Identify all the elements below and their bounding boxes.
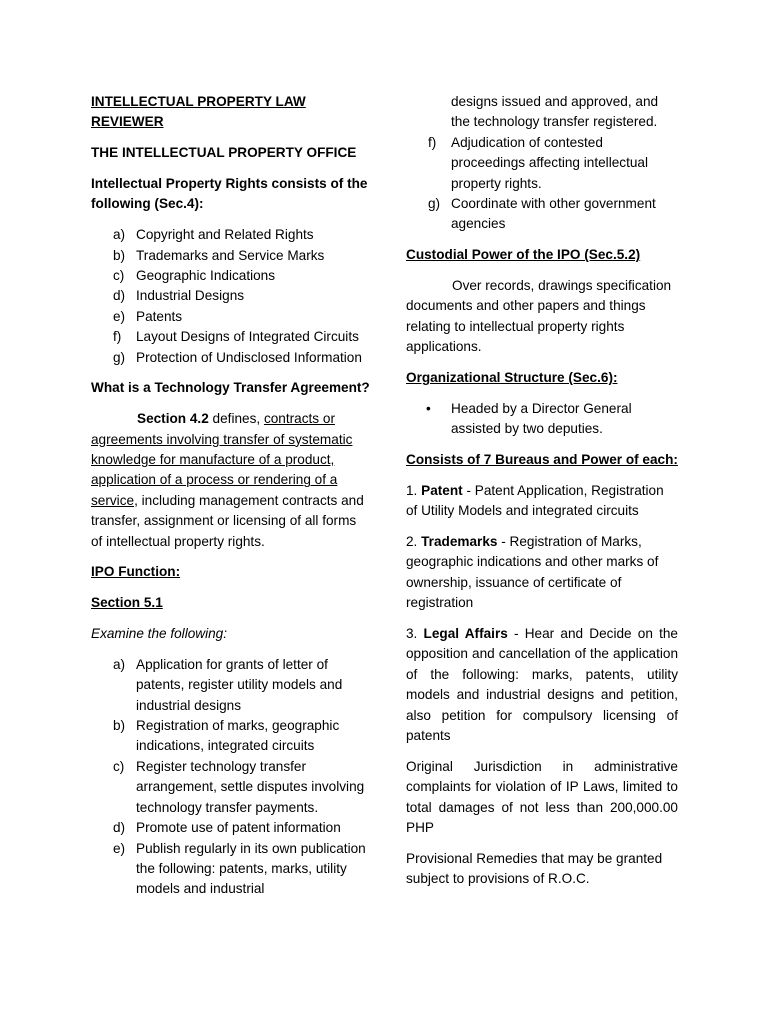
- list-item: d) Promote use of patent information: [113, 820, 341, 836]
- list-item: d) Industrial Designs: [113, 288, 245, 304]
- list-item: c) Geographic Indications: [113, 268, 276, 284]
- tta-definition: Section 4.2 defines, contracts or agreements involving transfer of systematic knowledge for manufacture of a product, application of a process or rendering of a service, including management contracts and transfer, assignment or licensing of all forms of intellectual property rights.: [91, 411, 364, 549]
- provisional-remedies: Provisional Remedies that may be granted subject to provisions of R.O.C.: [406, 850, 663, 887]
- section-51-heading: Section 5.1: [91, 595, 163, 611]
- bullet-icon: •: [426, 400, 431, 416]
- tta-question: What is a Technology Transfer Agreement?: [91, 380, 370, 396]
- examine-intro: Examine the following:: [91, 626, 228, 642]
- list-item: b) Registration of marks, geographic indications, integrated circuits: [113, 718, 340, 754]
- list-item: b) Trademarks and Service Marks: [113, 247, 325, 263]
- list-item: c) Register technology transfer arrangement, settle disputes involving technology transfer payments.: [113, 758, 365, 815]
- list-item: a) Application for grants of letter of patents, register utility models and industrial designs: [113, 656, 343, 713]
- bureaus-heading: Consists of 7 Bureaus and Power of each:: [406, 452, 678, 468]
- list-item: g) Protection of Undisclosed Information: [113, 349, 362, 365]
- bureau-patent: 1. Patent - Patent Application, Registration of Utility Models and integrated circuits: [406, 482, 664, 519]
- rights-list: [91, 225, 371, 368]
- right-column: [406, 92, 678, 900]
- bureau-legal-affairs: 3. Legal Affairs - Hear and Decide on the opposition and cancellation of the application of the following: marks, patents, utility models and industrial designs and petition, also petition for compulsory licensing of patents: [406, 626, 678, 744]
- list-item: a) Copyright and Related Rights: [113, 227, 314, 243]
- functions-list: [91, 655, 371, 900]
- ipo-function-heading: IPO Function:: [91, 564, 181, 580]
- list-item: f) Layout Designs of Integrated Circuits: [113, 329, 359, 345]
- original-jurisdiction: Original Jurisdiction in administrative complaints for violation of IP Laws, limited to total damages of not less than 200,000.00 PHP: [406, 758, 678, 836]
- list-item-continuation: designs issued and approved, and the technology transfer registered.: [451, 94, 659, 130]
- custodial-text: Over records, drawings specification documents and other papers and things relating to intellectual property rights applications.: [406, 278, 672, 355]
- list-item: g) Coordinate with other government agencies: [428, 196, 656, 232]
- rights-intro: Intellectual Property Rights consists of the following (Sec.4):: [91, 176, 368, 212]
- list-item: e) Patents: [113, 308, 183, 324]
- org-structure-heading: Organizational Structure (Sec.6):: [406, 370, 618, 386]
- org-structure-list: [406, 399, 678, 440]
- left-column: [91, 92, 371, 910]
- list-item: f) Adjudication of contested proceedings affecting intellectual property rights.: [428, 134, 648, 191]
- functions-list-continued: [406, 133, 678, 235]
- list-item: e) Publish regularly in its own publication the following: patents, marks, utility models and industrial: [113, 840, 366, 897]
- list-item: • Headed by a Director General assisted by two deputies.: [426, 400, 632, 437]
- custodial-heading: Custodial Power of the IPO (Sec.5.2): [406, 247, 641, 263]
- office-heading: THE INTELLECTUAL PROPERTY OFFICE: [91, 145, 357, 161]
- document-title: INTELLECTUAL PROPERTY LAW REVIEWER: [91, 94, 306, 130]
- bureau-trademarks: 2. Trademarks - Registration of Marks, geographic indications and other marks of ownership, issuance of certificate of registration: [406, 534, 659, 611]
